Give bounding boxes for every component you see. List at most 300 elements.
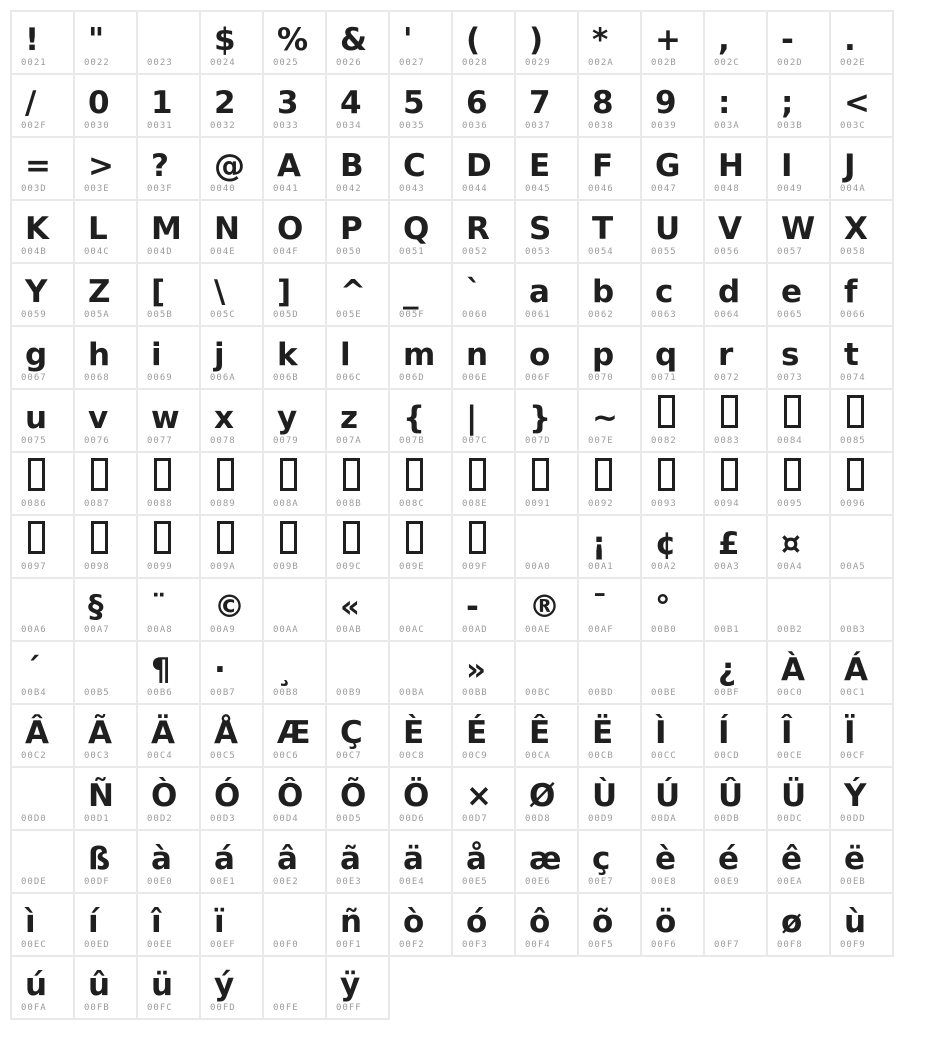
glyph-char: k (277, 337, 298, 373)
glyph-cell-008B[interactable] (325, 451, 390, 516)
glyph-cell-0096[interactable] (829, 451, 894, 516)
codepoint-label: 0063 (651, 310, 677, 320)
glyph-cell-00B7[interactable] (199, 640, 264, 705)
glyph-cell-0068[interactable] (73, 325, 138, 390)
glyph-cell-0082[interactable] (640, 388, 705, 453)
codepoint-label: 0073 (777, 373, 803, 383)
codepoint-label: 00B1 (714, 625, 740, 635)
glyph-cell-00A9[interactable] (199, 577, 264, 642)
glyph-cell-003A[interactable] (703, 73, 768, 138)
glyph-cell-00DF[interactable] (73, 829, 138, 894)
codepoint-label: 00EE (147, 940, 173, 950)
glyph-cell-0024[interactable] (199, 10, 264, 75)
glyph-cell-00EC[interactable] (10, 892, 75, 957)
glyph-cell-0079[interactable] (262, 388, 327, 453)
glyph-cell-00A4[interactable] (766, 514, 831, 579)
glyph-cell-00F7[interactable] (703, 892, 768, 957)
glyph-cell-00AA[interactable] (262, 577, 327, 642)
codepoint-label: 00C3 (84, 751, 110, 761)
codepoint-label: 0047 (651, 184, 677, 194)
codepoint-label: 00F9 (840, 940, 866, 950)
glyph-cell-003B[interactable] (766, 73, 831, 138)
glyph-char: Ú (655, 778, 681, 814)
codepoint-label: 00AE (525, 625, 551, 635)
glyph-cell-0069[interactable] (136, 325, 201, 390)
glyph-cell-00D7[interactable] (451, 766, 516, 831)
codepoint-label: 002F (21, 121, 47, 131)
codepoint-label: 0025 (273, 58, 299, 68)
glyph-cell-00EE[interactable] (136, 892, 201, 957)
glyph-cell-00D3[interactable] (199, 766, 264, 831)
glyph-cell-004B[interactable] (10, 199, 75, 264)
glyph-cell-007C[interactable] (451, 388, 516, 453)
glyph-cell-006A[interactable] (199, 325, 264, 390)
glyph-char: z (340, 400, 359, 436)
codepoint-label: 00C4 (147, 751, 173, 761)
glyph-cell-00E7[interactable] (577, 829, 642, 894)
glyph-cell-00C3[interactable] (73, 703, 138, 768)
glyph-cell-00C9[interactable] (451, 703, 516, 768)
codepoint-label: 0041 (273, 184, 299, 194)
codepoint-label: 00D2 (147, 814, 173, 824)
glyph-cell-007B[interactable] (388, 388, 453, 453)
glyph-char: í (88, 904, 99, 940)
glyph-char: Ü (781, 778, 807, 814)
notdef-box-icon (280, 458, 297, 491)
codepoint-label: 0056 (714, 247, 740, 257)
glyph-cell-0052[interactable] (451, 199, 516, 264)
glyph-cell-004A[interactable] (829, 136, 894, 201)
glyph-cell-0051[interactable] (388, 199, 453, 264)
codepoint-label: 0091 (525, 499, 551, 509)
glyph-cell-00C7[interactable] (325, 703, 390, 768)
glyph-char: D (466, 148, 492, 184)
glyph-cell-0039[interactable] (640, 73, 705, 138)
glyph-cell-00B9[interactable] (325, 640, 390, 705)
glyph-cell-004E[interactable] (199, 199, 264, 264)
glyph-cell-00D9[interactable] (577, 766, 642, 831)
glyph-cell-0023[interactable] (136, 10, 201, 75)
codepoint-label: 00B6 (147, 688, 173, 698)
glyph-cell-00D8[interactable] (514, 766, 579, 831)
glyph-cell-00CA[interactable] (514, 703, 579, 768)
glyph-cell-003C[interactable] (829, 73, 894, 138)
glyph-cell-00AD[interactable] (451, 577, 516, 642)
codepoint-label: 0079 (273, 436, 299, 446)
glyph-cell-00A5[interactable] (829, 514, 894, 579)
glyph-cell-009C[interactable] (325, 514, 390, 579)
glyph-cell-00A2[interactable] (640, 514, 705, 579)
codepoint-label: 00F2 (399, 940, 425, 950)
glyph-cell-009A[interactable] (199, 514, 264, 579)
glyph-char: i (151, 337, 162, 373)
glyph-cell-0037[interactable] (514, 73, 579, 138)
glyph-cell-00C5[interactable] (199, 703, 264, 768)
glyph-cell-00AC[interactable] (388, 577, 453, 642)
glyph-cell-00BA[interactable] (388, 640, 453, 705)
glyph-cell-0044[interactable] (451, 136, 516, 201)
glyph-cell-00F9[interactable] (829, 892, 894, 957)
glyph-cell-00FD[interactable] (199, 955, 264, 1020)
codepoint-label: 00EC (21, 940, 47, 950)
glyph-cell-002E[interactable] (829, 10, 894, 75)
glyph-cell-00CB[interactable] (577, 703, 642, 768)
glyph-cell-00FA[interactable] (10, 955, 75, 1020)
glyph-cell-00F3[interactable] (451, 892, 516, 957)
glyph-char: ´ (25, 652, 41, 688)
glyph-char: ô (529, 904, 551, 940)
glyph-cell-00E0[interactable] (136, 829, 201, 894)
glyph-cell-00D5[interactable] (325, 766, 390, 831)
glyph-cell-00E6[interactable] (514, 829, 579, 894)
codepoint-label: 0033 (273, 121, 299, 131)
glyph-cell-0029[interactable] (514, 10, 579, 75)
glyph-char: x (214, 400, 234, 436)
glyph-char: / (25, 85, 37, 121)
glyph-cell-00C6[interactable] (262, 703, 327, 768)
glyph-char: ú (25, 967, 48, 1003)
glyph-cell-00E4[interactable] (388, 829, 453, 894)
glyph-cell-00CD[interactable] (703, 703, 768, 768)
glyph-char: × (466, 778, 492, 814)
glyph-cell-006F[interactable] (514, 325, 579, 390)
glyph-cell-0073[interactable] (766, 325, 831, 390)
codepoint-label: 0094 (714, 499, 740, 509)
glyph-cell-0035[interactable] (388, 73, 453, 138)
glyph-cell-007D[interactable] (514, 388, 579, 453)
glyph-cell-00C8[interactable] (388, 703, 453, 768)
glyph-cell-00F2[interactable] (388, 892, 453, 957)
glyph-cell-00B5[interactable] (73, 640, 138, 705)
glyph-cell-0022[interactable] (73, 10, 138, 75)
glyph-cell-0021[interactable] (10, 10, 75, 75)
glyph-cell-00AB[interactable] (325, 577, 390, 642)
glyph-cell-0056[interactable] (703, 199, 768, 264)
glyph-char: Î (781, 715, 793, 751)
glyph-cell-00FB[interactable] (73, 955, 138, 1020)
codepoint-label: 0049 (777, 184, 803, 194)
glyph-cell-007A[interactable] (325, 388, 390, 453)
codepoint-label: 0099 (147, 562, 173, 572)
glyph-cell-0092[interactable] (577, 451, 642, 516)
glyph-char: H (718, 148, 744, 184)
glyph-cell-005B[interactable] (136, 262, 201, 327)
glyph-char: R (466, 211, 490, 247)
glyph-cell-00A8[interactable] (136, 577, 201, 642)
glyph-cell-00ED[interactable] (73, 892, 138, 957)
glyph-cell-005A[interactable] (73, 262, 138, 327)
glyph-cell-0074[interactable] (829, 325, 894, 390)
glyph-cell-0059[interactable] (10, 262, 75, 327)
glyph-cell-00B0[interactable] (640, 577, 705, 642)
glyph-cell-00FE[interactable] (262, 955, 327, 1020)
glyph-cell-00D4[interactable] (262, 766, 327, 831)
glyph-cell-00DE[interactable] (10, 829, 75, 894)
glyph-cell-00A3[interactable] (703, 514, 768, 579)
glyph-cell-0099[interactable] (136, 514, 201, 579)
glyph-cell-00A6[interactable] (10, 577, 75, 642)
glyph-cell-00F0[interactable] (262, 892, 327, 957)
glyph-cell-00D6[interactable] (388, 766, 453, 831)
glyph-cell-007E[interactable] (577, 388, 642, 453)
glyph-cell-00EB[interactable] (829, 829, 894, 894)
glyph-cell-002A[interactable] (577, 10, 642, 75)
glyph-char: Ä (151, 715, 175, 751)
codepoint-label: 006D (399, 373, 425, 383)
glyph-char: ^ (340, 274, 366, 310)
glyph-char: : (718, 85, 731, 121)
glyph-cell-00FF[interactable] (325, 955, 390, 1020)
glyph-cell-00DC[interactable] (766, 766, 831, 831)
glyph-cell-006E[interactable] (451, 325, 516, 390)
glyph-cell-008C[interactable] (388, 451, 453, 516)
glyph-cell-0045[interactable] (514, 136, 579, 201)
glyph-cell-0026[interactable] (325, 10, 390, 75)
glyph-cell-0061[interactable] (514, 262, 579, 327)
glyph-char: 3 (277, 85, 299, 121)
glyph-cell-0027[interactable] (388, 10, 453, 75)
glyph-cell-00E1[interactable] (199, 829, 264, 894)
glyph-cell-0031[interactable] (136, 73, 201, 138)
glyph-cell-0063[interactable] (640, 262, 705, 327)
glyph-char: 9 (655, 85, 677, 121)
glyph-cell-0041[interactable] (262, 136, 327, 201)
glyph-cell-0033[interactable] (262, 73, 327, 138)
glyph-cell-00CE[interactable] (766, 703, 831, 768)
codepoint-label: 0082 (651, 436, 677, 446)
glyph-cell-0086[interactable] (10, 451, 75, 516)
glyph-cell-00E2[interactable] (262, 829, 327, 894)
glyph-cell-0075[interactable] (10, 388, 75, 453)
glyph-char: õ (592, 904, 614, 940)
glyph-cell-0083[interactable] (703, 388, 768, 453)
glyph-cell-004D[interactable] (136, 199, 201, 264)
glyph-cell-0072[interactable] (703, 325, 768, 390)
codepoint-label: 0098 (84, 562, 110, 572)
glyph-cell-002D[interactable] (766, 10, 831, 75)
glyph-cell-0094[interactable] (703, 451, 768, 516)
glyph-char: F (592, 148, 614, 184)
glyph-cell-0054[interactable] (577, 199, 642, 264)
glyph-cell-005E[interactable] (325, 262, 390, 327)
glyph-cell-00AF[interactable] (577, 577, 642, 642)
codepoint-label: 0067 (21, 373, 47, 383)
glyph-char: y (277, 400, 298, 436)
glyph-cell-0070[interactable] (577, 325, 642, 390)
glyph-row (12, 390, 894, 453)
glyph-cell-0032[interactable] (199, 73, 264, 138)
glyph-cell-009B[interactable] (262, 514, 327, 579)
glyph-cell-0034[interactable] (325, 73, 390, 138)
glyph-cell-00C1[interactable] (829, 640, 894, 705)
glyph-cell-0084[interactable] (766, 388, 831, 453)
glyph-cell-006B[interactable] (262, 325, 327, 390)
glyph-cell-0053[interactable] (514, 199, 579, 264)
glyph-cell-0050[interactable] (325, 199, 390, 264)
glyph-char: ¡ (592, 526, 607, 562)
glyph-cell-00BB[interactable] (451, 640, 516, 705)
glyph-cell-0048[interactable] (703, 136, 768, 201)
glyph-char: . (844, 22, 856, 58)
glyph-cell-0065[interactable] (766, 262, 831, 327)
glyph-cell-0036[interactable] (451, 73, 516, 138)
glyph-cell-00A7[interactable] (73, 577, 138, 642)
glyph-cell-00F4[interactable] (514, 892, 579, 957)
codepoint-label: 00C6 (273, 751, 299, 761)
glyph-char: _ (403, 274, 419, 310)
glyph-cell-00D1[interactable] (73, 766, 138, 831)
glyph-cell-00B2[interactable] (766, 577, 831, 642)
glyph-map-grid (12, 12, 894, 1020)
codepoint-label: 0036 (462, 121, 488, 131)
glyph-cell-00B6[interactable] (136, 640, 201, 705)
glyph-cell-00EF[interactable] (199, 892, 264, 957)
glyph-cell-0040[interactable] (199, 136, 264, 201)
codepoint-label: 009B (273, 562, 299, 572)
glyph-cell-0066[interactable] (829, 262, 894, 327)
glyph-cell-005F[interactable] (388, 262, 453, 327)
glyph-cell-00E5[interactable] (451, 829, 516, 894)
codepoint-label: 0068 (84, 373, 110, 383)
glyph-cell-0091[interactable] (514, 451, 579, 516)
glyph-cell-00FC[interactable] (136, 955, 201, 1020)
glyph-cell-004F[interactable] (262, 199, 327, 264)
codepoint-label: 00AA (273, 625, 299, 635)
glyph-cell-006D[interactable] (388, 325, 453, 390)
glyph-cell-0071[interactable] (640, 325, 705, 390)
codepoint-label: 00E6 (525, 877, 551, 887)
glyph-cell-00AE[interactable] (514, 577, 579, 642)
glyph-cell-00BD[interactable] (577, 640, 642, 705)
codepoint-label: 0023 (147, 58, 173, 68)
glyph-cell-00A0[interactable] (514, 514, 579, 579)
glyph-cell-00B4[interactable] (10, 640, 75, 705)
glyph-cell-0076[interactable] (73, 388, 138, 453)
glyph-cell-0078[interactable] (199, 388, 264, 453)
glyph-cell-003E[interactable] (73, 136, 138, 201)
glyph-cell-0085[interactable] (829, 388, 894, 453)
codepoint-label: 00D4 (273, 814, 299, 824)
glyph-cell-0087[interactable] (73, 451, 138, 516)
codepoint-label: 002A (588, 58, 614, 68)
glyph-cell-00D2[interactable] (136, 766, 201, 831)
notdef-box-icon (28, 458, 45, 491)
glyph-cell-0095[interactable] (766, 451, 831, 516)
glyph-cell-0097[interactable] (10, 514, 75, 579)
glyph-cell-0055[interactable] (640, 199, 705, 264)
glyph-cell-0064[interactable] (703, 262, 768, 327)
glyph-cell-003F[interactable] (136, 136, 201, 201)
glyph-cell-0046[interactable] (577, 136, 642, 201)
glyph-cell-0042[interactable] (325, 136, 390, 201)
codepoint-label: 00F5 (588, 940, 614, 950)
glyph-cell-0067[interactable] (10, 325, 75, 390)
glyph-char: " (88, 22, 105, 58)
codepoint-label: 00D8 (525, 814, 551, 824)
codepoint-label: 0093 (651, 499, 677, 509)
glyph-cell-00EA[interactable] (766, 829, 831, 894)
glyph-cell-0049[interactable] (766, 136, 831, 201)
codepoint-label: 0085 (840, 436, 866, 446)
glyph-cell-009F[interactable] (451, 514, 516, 579)
glyph-cell-0030[interactable] (73, 73, 138, 138)
glyph-cell-0047[interactable] (640, 136, 705, 201)
glyph-cell-0058[interactable] (829, 199, 894, 264)
glyph-char: ò (403, 904, 425, 940)
glyph-cell-00CC[interactable] (640, 703, 705, 768)
glyph-cell-00D0[interactable] (10, 766, 75, 831)
glyph-cell-00DD[interactable] (829, 766, 894, 831)
glyph-cell-00F5[interactable] (577, 892, 642, 957)
glyph-cell-00E9[interactable] (703, 829, 768, 894)
glyph-cell-00B1[interactable] (703, 577, 768, 642)
codepoint-label: 00A9 (210, 625, 236, 635)
codepoint-label: 0051 (399, 247, 425, 257)
glyph-cell-00BE[interactable] (640, 640, 705, 705)
glyph-cell-00F8[interactable] (766, 892, 831, 957)
glyph-cell-005C[interactable] (199, 262, 264, 327)
glyph-char: ] (277, 274, 292, 310)
glyph-cell-00CF[interactable] (829, 703, 894, 768)
glyph-cell-002B[interactable] (640, 10, 705, 75)
codepoint-label: 0066 (840, 310, 866, 320)
glyph-cell-005D[interactable] (262, 262, 327, 327)
glyph-cell-00A1[interactable] (577, 514, 642, 579)
glyph-cell-0043[interactable] (388, 136, 453, 201)
glyph-cell-009E[interactable] (388, 514, 453, 579)
glyph-cell-0057[interactable] (766, 199, 831, 264)
codepoint-label: 00DD (840, 814, 866, 824)
glyph-cell-008E[interactable] (451, 451, 516, 516)
glyph-cell-00DB[interactable] (703, 766, 768, 831)
glyph-cell-00C2[interactable] (10, 703, 75, 768)
glyph-cell-0062[interactable] (577, 262, 642, 327)
glyph-char: ó (466, 904, 488, 940)
glyph-cell-00BF[interactable] (703, 640, 768, 705)
glyph-cell-00C0[interactable] (766, 640, 831, 705)
codepoint-label: 00BA (399, 688, 425, 698)
glyph-cell-0077[interactable] (136, 388, 201, 453)
glyph-cell-00F1[interactable] (325, 892, 390, 957)
glyph-cell-003D[interactable] (10, 136, 75, 201)
glyph-cell-0089[interactable] (199, 451, 264, 516)
glyph-cell-00B8[interactable] (262, 640, 327, 705)
glyph-cell-0088[interactable] (136, 451, 201, 516)
glyph-cell-002F[interactable] (10, 73, 75, 138)
glyph-cell-006C[interactable] (325, 325, 390, 390)
glyph-cell-00DA[interactable] (640, 766, 705, 831)
glyph-cell-00E8[interactable] (640, 829, 705, 894)
glyph-char: Ñ (88, 778, 114, 814)
glyph-cell-00BC[interactable] (514, 640, 579, 705)
glyph-cell-004C[interactable] (73, 199, 138, 264)
glyph-cell-0093[interactable] (640, 451, 705, 516)
glyph-cell-00E3[interactable] (325, 829, 390, 894)
glyph-cell-0025[interactable] (262, 10, 327, 75)
glyph-cell-00C4[interactable] (136, 703, 201, 768)
codepoint-label: 002E (840, 58, 866, 68)
codepoint-label: 00DA (651, 814, 677, 824)
glyph-cell-0098[interactable] (73, 514, 138, 579)
glyph-cell-0028[interactable] (451, 10, 516, 75)
glyph-cell-0038[interactable] (577, 73, 642, 138)
glyph-char: % (277, 22, 309, 58)
glyph-cell-00B3[interactable] (829, 577, 894, 642)
glyph-cell-008A[interactable] (262, 451, 327, 516)
glyph-cell-002C[interactable] (703, 10, 768, 75)
glyph-cell-0060[interactable] (451, 262, 516, 327)
glyph-cell-00F6[interactable] (640, 892, 705, 957)
